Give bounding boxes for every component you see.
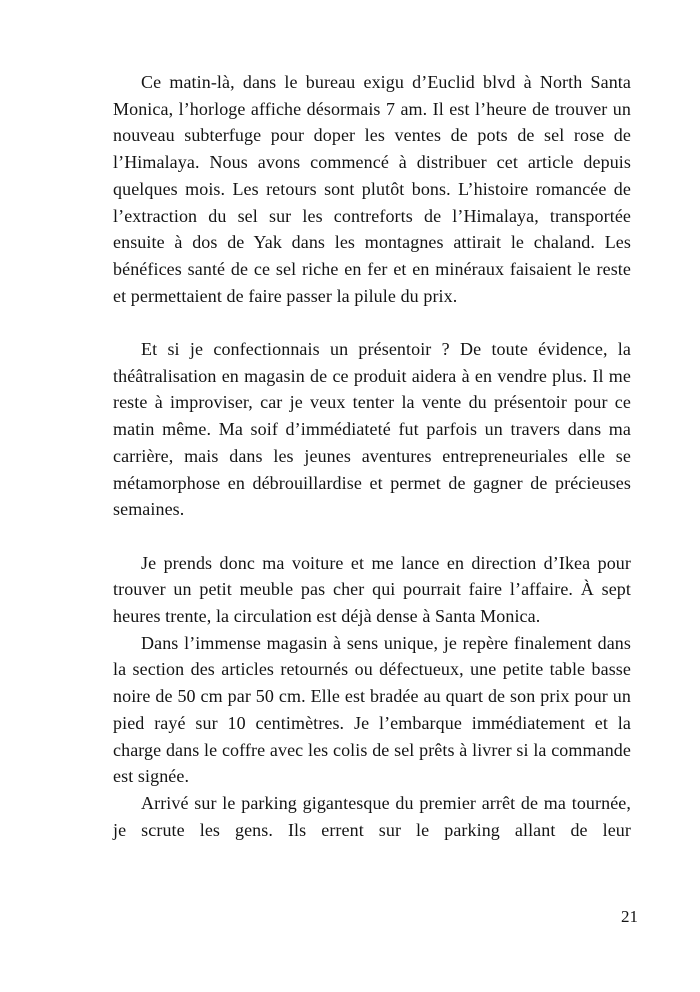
page-text-block — [113, 69, 631, 843]
paragraph-4: Dans l’immense magasin à sens unique, je repère finalement dans la section des articles retournés ou défectueux, une petite table basse noire de 50 cm par 50 cm. Elle est bradée au quart de son prix pour un pied rayé sur 10 centimètres. Je l’embarque immédiatement et la charge dans le coffre avec les colis de sel prêts à livrer si la commande est signée. — [113, 632, 631, 787]
paragraph-5: Arrivé sur le parking gigantesque du premier arrêt de ma tournée, je scrute les gens. Ils errent sur le parking allant de leur — [113, 792, 631, 840]
paragraph-3: Je prends donc ma voiture et me lance en direction d’Ikea pour trouver un petit meuble pas cher qui pourrait faire l’affaire. À sept heures trente, la circulation est déjà dense à Santa Monica. — [113, 552, 631, 627]
paragraph-1: Ce matin-là, dans le bureau exigu d’Euclid blvd à North Santa Monica, l’horloge affiche désormais 7 am. Il est l’heure de trouver un nouveau subterfuge pour doper les ventes de pots de sel rose de l’Himalaya. Nous avons commencé à distribuer cet article depuis quelques mois. Les retours sont plutôt bons. L’histoire romancée de l’extraction du sel sur les contreforts de l’Himalaya, transportée ensuite à dos de Yak dans les montagnes attirait le chaland. Les bénéfices santé de ce sel riche en fer et en minéraux faisaient le reste et permettaient de faire passer la pilule du prix. — [113, 72, 631, 306]
page-number: 21 — [621, 907, 638, 926]
paragraph-2: Et si je confectionnais un présentoir ? De toute évidence, la théâtralisation en magasin de ce produit aidera à en vendre plus. Il me reste à improviser, car je veux tenter la vente du présentoir pour ce matin même. Ma soif d’immédiateté fut parfois un travers dans ma carrière, mais dans les jeunes aventures entrepreneuriales elle se métamorphose en débrouillardise et permet de gagner de précieuses semaines. — [113, 339, 631, 520]
